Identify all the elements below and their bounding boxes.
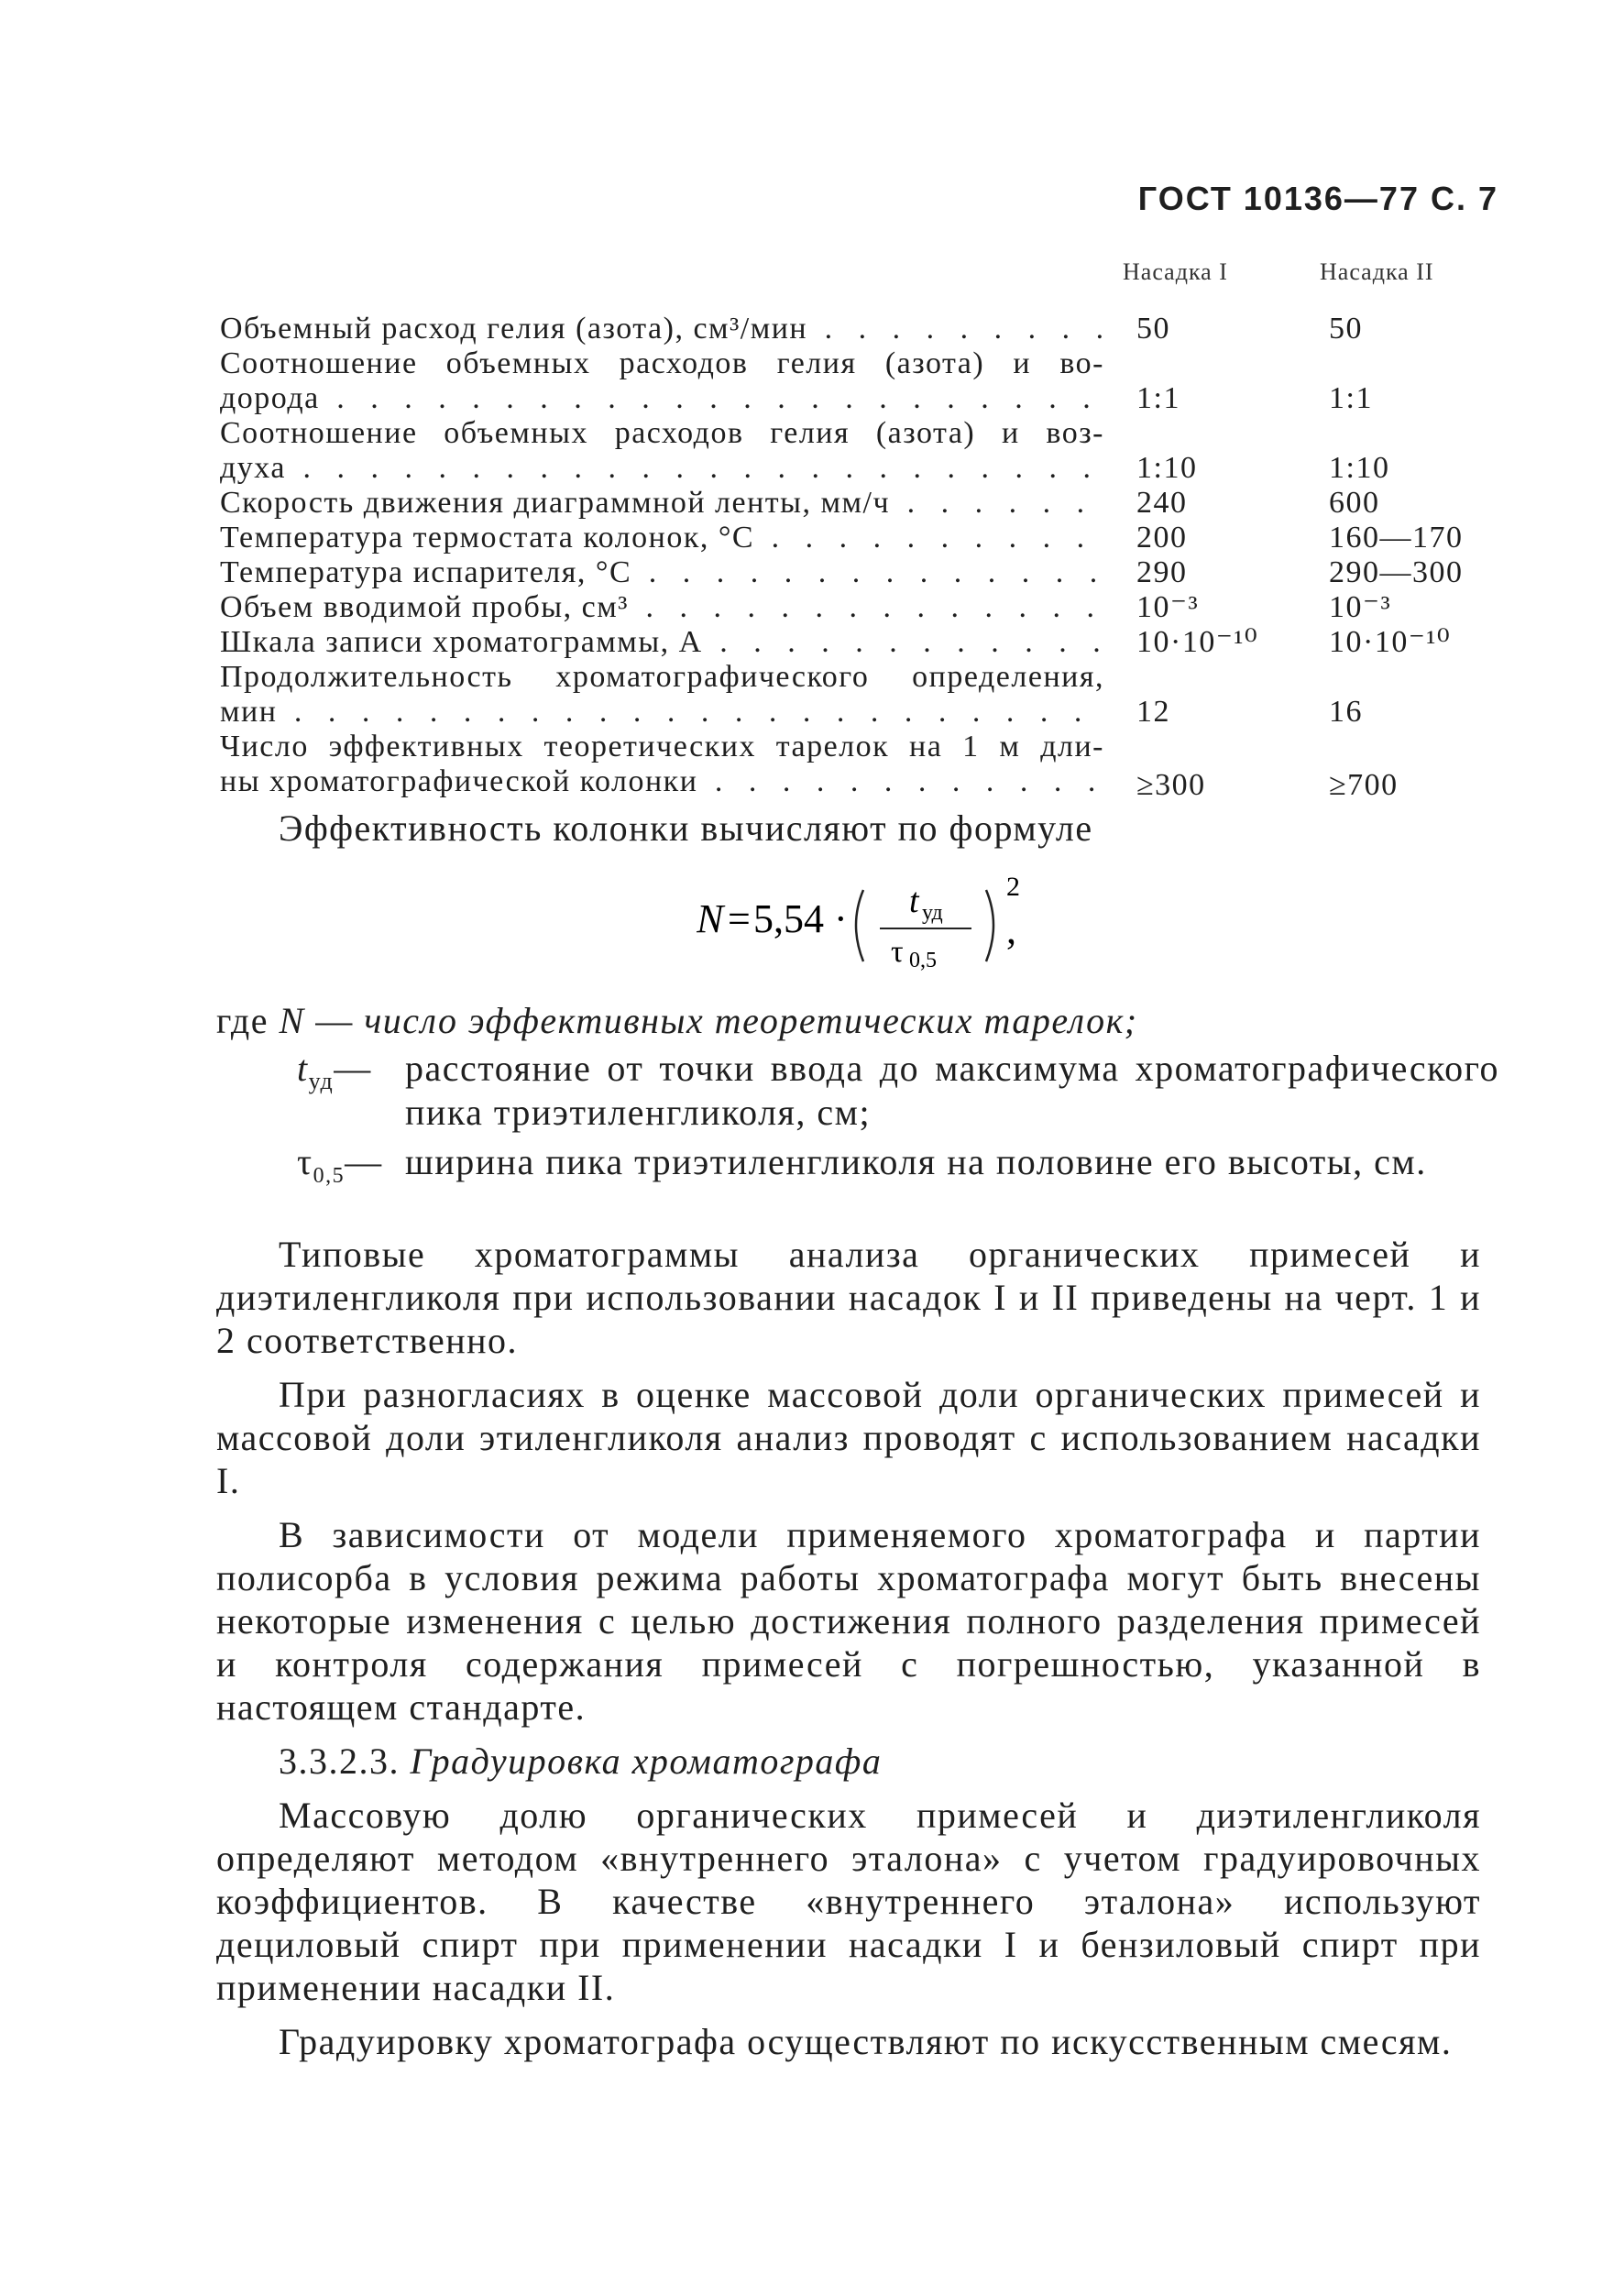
- parameter-name-line: Шкала записи хроматограммы, А . . .: [220, 625, 1104, 660]
- definition-symbol-n: N: [279, 1000, 305, 1041]
- column-header-nozzle-1: Насадка I: [1123, 258, 1228, 285]
- formula-intro: Эффективность колонки вычисляют по формуле: [279, 807, 1093, 849]
- definition-prefix: где: [216, 1000, 280, 1041]
- section-title: Градуировка хроматографа: [410, 1740, 883, 1782]
- definition-symbol-tau-main: τ: [297, 1141, 313, 1182]
- parameter-row: [220, 486, 1503, 521]
- parameter-value-nozzle-1: 200: [1136, 521, 1188, 555]
- parameter-value-nozzle-1: 1:1: [1136, 381, 1180, 415]
- parameter-row: [220, 555, 1503, 590]
- parameter-name-line: Число эффективных теоретических тарелок на 1 м дли-: [220, 730, 1104, 763]
- definition-n: [216, 999, 1499, 1043]
- definition-dash: —: [304, 1000, 365, 1041]
- parameter-name: [220, 660, 1104, 730]
- page-header: ГОСТ 10136—77 С. 7: [1137, 180, 1498, 217]
- formula-definitions: [216, 999, 1499, 1188]
- formula-graphic: [697, 866, 1081, 976]
- parameter-name: [220, 625, 1104, 660]
- section-heading: [216, 1740, 1481, 1783]
- parameter-name-line: Температура испарителя, °С . . .: [220, 555, 1104, 590]
- parameter-value-nozzle-2: 1:1: [1329, 381, 1373, 415]
- parameter-value-nozzle-2: 16: [1329, 695, 1363, 729]
- paragraph-calibration: Градуировку хроматографа осуществляют по искусственным смесям.: [279, 2021, 1453, 2062]
- definition-text-t: расстояние от точки ввода до максимума хроматографического пика триэтиленгликоля, см;: [405, 1048, 1499, 1133]
- parameter-value-nozzle-1: 10⁻³: [1136, 590, 1200, 624]
- formula-lhs: N: [697, 896, 724, 941]
- definition-text-tau: ширина пика триэтиленгликоля на половине его высоты, см.: [405, 1141, 1427, 1182]
- parameter-value-nozzle-1: 1:10: [1136, 451, 1198, 485]
- main-text-block: [216, 1233, 1481, 2074]
- parameter-value-nozzle-1: 50: [1136, 312, 1170, 346]
- parameter-name: [220, 555, 1104, 590]
- parameter-row: [220, 346, 1503, 416]
- definition-tau: [216, 1140, 1499, 1188]
- parameters-table: [220, 312, 1503, 802]
- definition-symbol-tau: [297, 1140, 383, 1198]
- parameter-value-nozzle-2: 50: [1329, 312, 1363, 346]
- formula-tail: ,: [1006, 907, 1016, 952]
- paragraph-internal-standard: Массовую долю органических примесей и диэтиленгликоля определяют методом «внутреннего эталона» с учетом градуировочных коэффициентов. В качестве «внутреннего эталона» используют дециловый спирт при применении насадки I и бензиловый спирт при применении насадки II.: [216, 1795, 1481, 2008]
- formula-right-paren: [986, 890, 993, 961]
- formula-numerator: t: [909, 882, 919, 920]
- paragraph-conditions: В зависимости от модели применяемого хроматографа и партии полисорба в условия режима работы хроматографа могут быть внесены некоторые изменения с целью достижения полного разделения примесей и контроля содержания примесей с погрешностью, указанной в настоящем стандарте.: [216, 1514, 1481, 1728]
- parameter-row: [220, 521, 1503, 555]
- parameter-row: [220, 590, 1503, 625]
- definition-t: [216, 1047, 1499, 1135]
- parameter-name-line: Объемный расход гелия (азота), см³/мин . . .: [220, 312, 1104, 346]
- efficiency-formula: [697, 866, 1081, 976]
- formula-eq: =: [728, 896, 751, 941]
- formula-coef: 5,54: [753, 896, 824, 941]
- parameter-value-nozzle-1: 290: [1136, 555, 1188, 589]
- parameter-name: [220, 486, 1104, 521]
- parameter-row: [220, 312, 1503, 346]
- parameter-row: [220, 416, 1503, 486]
- parameter-name: [220, 730, 1104, 799]
- parameter-value-nozzle-2: 10⁻³: [1329, 590, 1392, 624]
- parameter-name-line: Объем вводимой пробы, см³ . . .: [220, 590, 1104, 625]
- parameter-name-line: дорода . . .: [220, 381, 1104, 416]
- parameter-value-nozzle-2: ≥700: [1329, 768, 1399, 802]
- parameter-value-nozzle-2: 290—300: [1329, 555, 1464, 589]
- formula-exponent: 2: [1006, 872, 1020, 902]
- parameter-name: [220, 416, 1104, 486]
- formula-left-paren: [856, 890, 863, 961]
- parameter-name-line: ны хроматографической колонки . . .: [220, 764, 1104, 799]
- parameter-value-nozzle-2: 160—170: [1329, 521, 1464, 555]
- definition-text-n: число эффективных теоретических тарелок;: [364, 1000, 1138, 1041]
- parameter-name: [220, 521, 1104, 555]
- parameter-name: [220, 590, 1104, 625]
- parameter-name-line: Продолжительность хроматографического определения,: [220, 660, 1104, 694]
- definition-symbol-t-main: t: [297, 1048, 309, 1089]
- parameter-value-nozzle-2: 1:10: [1329, 451, 1390, 485]
- parameter-row: [220, 660, 1503, 730]
- parameter-name-line: Соотношение объемных расходов гелия (азота) и воз-: [220, 416, 1104, 450]
- parameter-row: [220, 730, 1503, 802]
- formula-dot: ·: [834, 896, 848, 941]
- formula-intro-block: [216, 807, 1481, 861]
- parameter-name-line: Температура термостата колонок, °С . . .: [220, 521, 1104, 555]
- formula-denominator-sub: 0,5: [909, 949, 937, 972]
- section-number: 3.3.2.3.: [279, 1740, 400, 1782]
- parameter-name-line: мин . . .: [220, 695, 1104, 730]
- table-column-headers: [0, 258, 1624, 295]
- definition-symbol-t: [297, 1047, 372, 1104]
- formula-denominator: τ: [891, 935, 904, 969]
- parameter-value-nozzle-2: 10·10⁻¹⁰: [1329, 625, 1452, 659]
- paragraph-disagreements: При разногласиях в оценке массовой доли органических примесей и массовой доли этиленгликоля анализ проводят с использованием насадки I.: [216, 1374, 1481, 1501]
- column-header-nozzle-2: Насадка II: [1320, 258, 1434, 285]
- parameter-value-nozzle-1: 12: [1136, 695, 1170, 729]
- definition-symbol-tau-sub: 0,5: [313, 1164, 346, 1188]
- parameter-name: [220, 312, 1104, 346]
- definition-dash-tau: —: [345, 1141, 383, 1182]
- definition-dash-t: —: [334, 1048, 372, 1089]
- paragraph-chromatograms: Типовые хроматограммы анализа органических примесей и диэтиленгликоля при использовании насадок I и II приведены на черт. 1 и 2 соответственно.: [216, 1234, 1481, 1361]
- parameter-name: [220, 346, 1104, 416]
- parameter-name-line: Скорость движения диаграммной ленты, мм/ч . . .: [220, 486, 1104, 521]
- parameter-value-nozzle-1: 240: [1136, 486, 1188, 520]
- parameter-value-nozzle-2: 600: [1329, 486, 1380, 520]
- parameter-value-nozzle-1: 10·10⁻¹⁰: [1136, 625, 1259, 659]
- parameter-name-line: Соотношение объемных расходов гелия (азота) и во-: [220, 346, 1104, 380]
- parameter-name-line: духа . . .: [220, 451, 1104, 486]
- formula-numerator-sub: уд: [922, 901, 943, 925]
- parameter-row: [220, 625, 1503, 660]
- parameter-value-nozzle-1: ≥300: [1136, 768, 1206, 802]
- definition-symbol-t-sub: уд: [308, 1068, 335, 1094]
